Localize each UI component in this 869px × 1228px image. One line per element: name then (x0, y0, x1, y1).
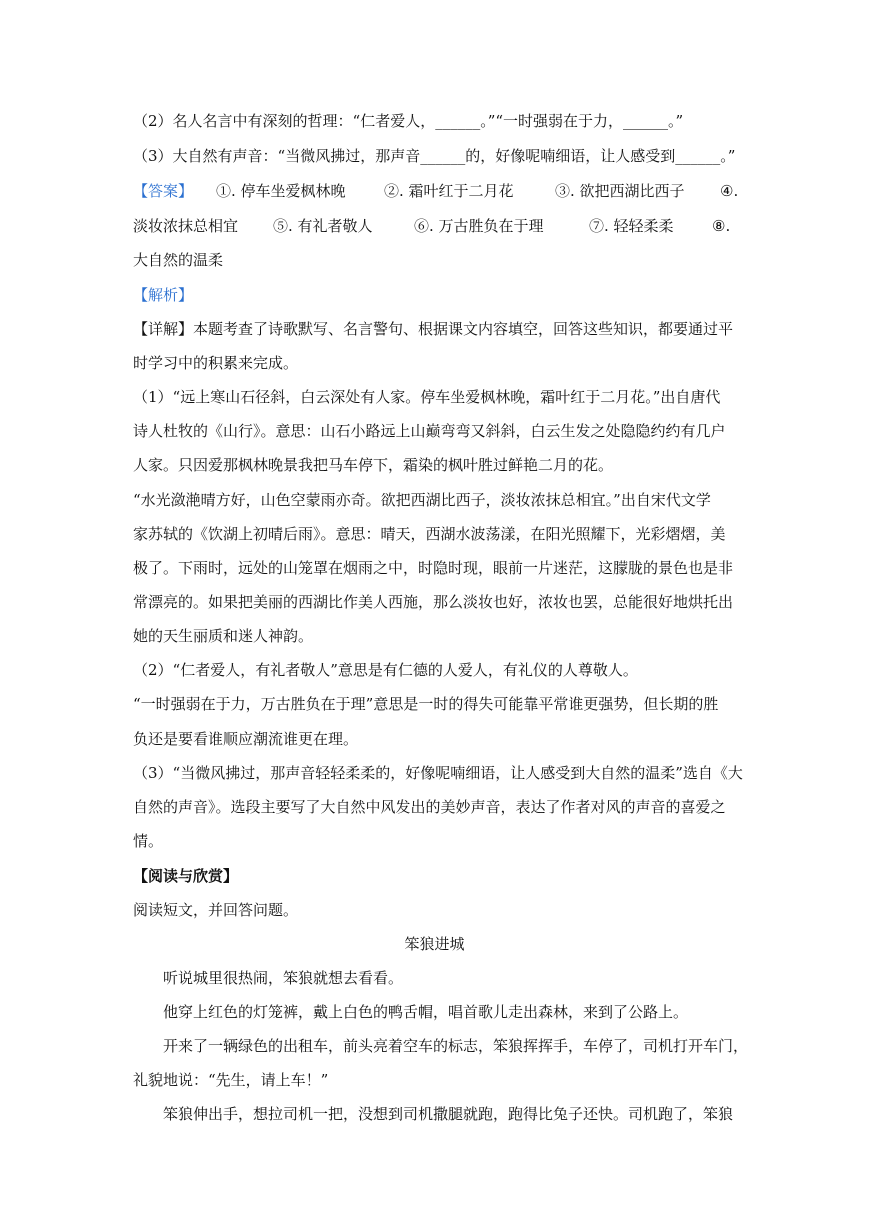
analysis-line: 诗人杜牧的《山行》。意思：山石小路远上山巅弯弯又斜斜，白云生发之处隐隐约约有几户 (133, 422, 726, 440)
story-title: 笨狼进城 (404, 935, 465, 953)
answer-item: ②. 霜叶红于二月花 (384, 182, 514, 200)
story-paragraph: 礼貌地说：“先生，请上车！” (133, 1071, 329, 1089)
analysis-line: 家苏轼的《饮湖上初晴后雨》。意思：晴天，西湖水波荡漾，在阳光照耀下，光彩熠熠，美 (133, 525, 726, 543)
answer-item: ③. 欲把西湖比西子 (555, 182, 685, 200)
analysis-line: 情。 (133, 832, 164, 850)
reading-instruction: 阅读短文，并回答问题。 (133, 901, 299, 919)
analysis-line: （2）“仁者爱人，有礼者敬人”意思是有仁德的人爱人，有礼仪的人尊敬人。 (133, 661, 638, 679)
answer-item: ⑥. 万古胜负在于理 (414, 217, 544, 235)
answer-item: ⑤. 有礼者敬人 (273, 217, 373, 235)
answer-item: ⑦. 轻轻柔柔 (589, 217, 674, 235)
answer-item: ①. 停车坐爱枫林晚 (216, 182, 346, 200)
analysis-line: 极了。下雨时，远处的山笼罩在烟雨之中，时隐时现，眼前一片迷茫，这朦胧的景色也是非 (133, 559, 734, 577)
analysis-line: 时学习中的积累来完成。 (133, 354, 299, 372)
analysis-line: “一时强弱在于力，万古胜负在于理”意思是一时的得失可能靠平常谁更强势，但长期的胜 (133, 695, 719, 713)
question-2: （2）名人名言中有深刻的哲理：“仁者爱人，______。”“一时强弱在于力，______。” (133, 112, 684, 130)
story-paragraph: 他穿上红色的灯笼裤，戴上白色的鸭舌帽，唱首歌儿走出森林，来到了公路上。 (163, 1003, 689, 1021)
analysis-line: 她的天生丽质和迷人神韵。 (133, 627, 314, 645)
section-heading: 【阅读与欣赏】 (133, 867, 239, 885)
story-paragraph: 听说城里很热闹，笨狼就想去看看。 (163, 969, 404, 987)
answer-label: 【答案】 (133, 182, 194, 200)
analysis-line: 自然的声音》。选段主要写了大自然中风发出的美妙声音，表达了作者对风的声音的喜爱之 (133, 798, 726, 816)
analysis-line: 负还是要看谁顺应潮流谁更在理。 (133, 730, 359, 748)
question-3: （3）大自然有声音：“当微风拂过，那声音______的，好像呢喃细语，让人感受到______。” (133, 147, 736, 165)
answer-item: 大自然的温柔 (133, 251, 224, 269)
analysis-line: （3）“当微风拂过，那声音轻轻柔柔的，好像呢喃细语，让人感受到大自然的温柔”选自《大 (133, 764, 743, 782)
answer-item: ⑧. (712, 217, 731, 235)
analysis-line: “水光潋滟晴方好，山色空蒙雨亦奇。欲把西湖比西子，淡妆浓抹总相宜。”出自宋代文学 (133, 491, 711, 509)
answer-item: 淡妆浓抹总相宜 (133, 217, 239, 235)
story-paragraph: 笨狼伸出手，想拉司机一把，没想到司机撒腿就跑，跑得比兔子还快。司机跑了，笨狼 (163, 1105, 734, 1123)
analysis-line: （1）“远上寒山石径斜，白云深处有人家。停车坐爱枫林晚，霜叶红于二月花。”出自唐代 (133, 388, 721, 406)
answer-item: ④. (720, 182, 739, 200)
analysis-line: 【详解】本题考查了诗歌默写、名言警句、根据课文内容填空，回答这些知识，都要通过平 (133, 320, 734, 338)
analysis-line: 常漂亮的。如果把美丽的西湖比作美人西施，那么淡妆也好，浓妆也罢，总能很好地烘托出 (133, 593, 734, 611)
analysis-line: 人家。只因爱那枫林晚景我把马车停下，霜染的枫叶胜过鲜艳二月的花。 (133, 456, 614, 474)
story-paragraph: 开来了一辆绿色的出租车，前头亮着空车的标志，笨狼挥挥手，车停了，司机打开车门， (163, 1037, 749, 1055)
analysis-label: 【解析】 (133, 286, 194, 304)
